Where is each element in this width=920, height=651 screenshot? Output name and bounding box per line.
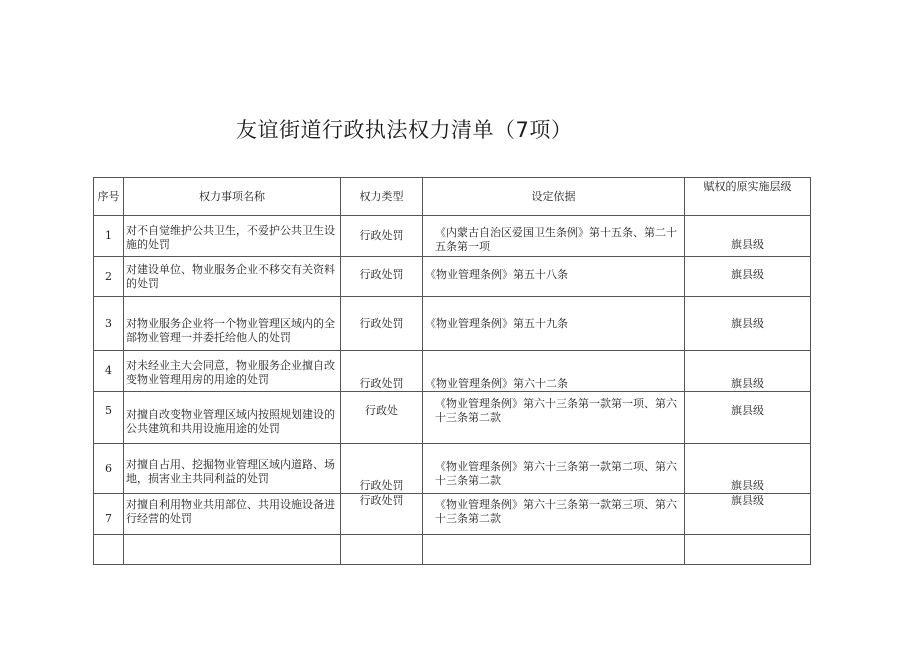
table-row <box>94 351 811 392</box>
row-type: 行政处 <box>341 392 423 444</box>
row-name: 对建设单位、物业服务企业不移交有关资料的处罚 <box>124 257 341 297</box>
row-name: 对物业服务企业将一个物业管理区域内的全部物业管理一并委托给他人的处罚 <box>124 297 341 351</box>
table-row-empty <box>94 535 811 565</box>
row-basis-text: 《物业管理条例》第六十二条 <box>425 377 568 390</box>
row-basis-text: 《物业管理条例》第五十八条 <box>425 268 568 281</box>
row-level: 旗县级 <box>685 297 811 351</box>
row-basis <box>423 494 685 535</box>
header-name: 权力事项名称 <box>124 178 341 216</box>
row-name: 对擅自利用物业共用部位、共用设施设备进行经营的处罚 <box>124 494 341 535</box>
table-row <box>94 216 811 257</box>
page-title: 友谊街道行政执法权力清单（7项） <box>236 118 573 142</box>
table-row <box>94 392 811 444</box>
row-level: 旗县级 <box>685 257 811 297</box>
row-level: 旗县级 <box>685 392 811 444</box>
header-no: 序号 <box>94 178 124 216</box>
row-basis <box>423 444 685 494</box>
row-level: 旗县级 <box>685 216 811 257</box>
row-type: 行政处罚 <box>341 494 423 535</box>
row-type: 行政处罚 <box>341 216 423 257</box>
row-basis <box>423 216 685 257</box>
empty-cell <box>124 535 341 565</box>
row-no: 5 <box>94 392 124 444</box>
row-level: 旗县级 <box>685 444 811 494</box>
row-no: 1 <box>94 216 124 257</box>
header-level: 赋权的原实施层级 <box>685 178 811 216</box>
row-no: 6 <box>94 444 124 494</box>
row-level: 旗县级 <box>685 494 811 535</box>
table-row <box>94 297 811 351</box>
row-basis-text: 《内蒙古自治区爱国卫生条例》第十五条、第二十五条第一项 <box>435 226 677 253</box>
row-basis <box>423 351 685 392</box>
row-no: 3 <box>94 297 124 351</box>
row-basis <box>423 257 685 297</box>
table-row <box>94 444 811 494</box>
row-no: 7 <box>94 494 124 535</box>
row-basis <box>423 297 685 351</box>
row-basis-text: 《物业管理条例》第六十三条第一款第三项、第六十三条第二款 <box>435 498 677 525</box>
row-name: 对未经业主大会同意，物业服务企业擅自改变物业管理用房的用途的处罚 <box>124 351 341 392</box>
row-basis-text: 《物业管理条例》第五十九条 <box>425 317 568 330</box>
row-no: 4 <box>94 351 124 392</box>
power-list-table <box>93 177 811 565</box>
row-basis <box>423 392 685 444</box>
table-row <box>94 257 811 297</box>
row-name: 对擅自占用、挖掘物业管理区域内道路、场地，损害业主共同利益的处罚 <box>124 444 341 494</box>
row-type: 行政处罚 <box>341 444 423 494</box>
row-name: 对擅自改变物业管理区域内按照规划建设的公共建筑和共用设施用途的处罚 <box>124 392 341 444</box>
header-type: 权力类型 <box>341 178 423 216</box>
empty-cell <box>685 535 811 565</box>
header-basis: 设定依据 <box>423 178 685 216</box>
empty-cell <box>341 535 423 565</box>
empty-cell <box>423 535 685 565</box>
row-basis-text: 《物业管理条例》第六十三条第一款第一项、第六十三条第二款 <box>435 397 677 424</box>
row-type: 行政处罚 <box>341 257 423 297</box>
row-name: 对不自觉维护公共卫生，不爱护公共卫生设施的处罚 <box>124 216 341 257</box>
row-no: 2 <box>94 257 124 297</box>
row-type: 行政处罚 <box>341 297 423 351</box>
row-type: 行政处罚 <box>341 351 423 392</box>
empty-cell <box>94 535 124 565</box>
table-row <box>94 494 811 535</box>
row-level: 旗县级 <box>685 351 811 392</box>
row-basis-text: 《物业管理条例》第六十三条第一款第二项、第六十三条第二款 <box>435 460 677 487</box>
table-header-row <box>94 178 811 216</box>
